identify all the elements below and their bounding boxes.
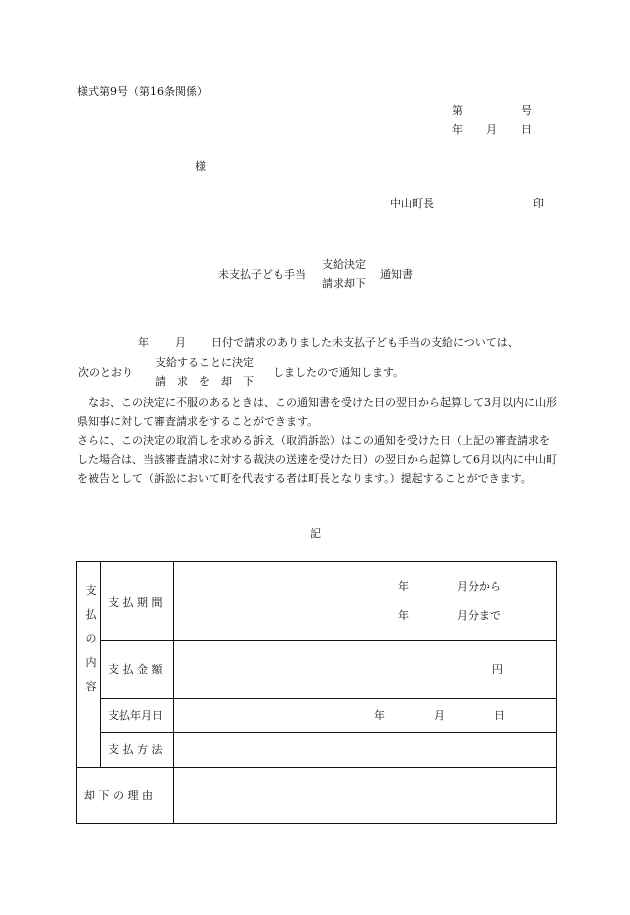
title-options: [322, 259, 366, 289]
period-to-year: 年: [398, 609, 409, 622]
payment-method-label: 支 払 方 法: [108, 743, 163, 756]
appeal-paragraph: なお、この決定に不服のあるときは、この通知書を受けた日の翌日から起算して3月以内に山形県知事に対して審査請求をすることができます。: [77, 396, 557, 428]
title-suffix: 通知書: [380, 268, 413, 281]
issuer-name: 中山町長: [390, 197, 434, 210]
form-number: 様式第9号（第16条関係）: [77, 85, 208, 98]
body-line2-suffix: しましたので通知します。: [273, 366, 405, 379]
date-day: 日: [521, 123, 532, 136]
rejection-reason-label: 却 下 の 理 由: [84, 789, 153, 802]
payment-date-month: 月: [434, 709, 445, 722]
body-option-decide: 支給することに決定: [155, 356, 254, 369]
payment-date-year: 年: [374, 709, 385, 722]
amount-label: 支 払 金 額: [108, 663, 163, 676]
seal-mark: 印: [533, 197, 544, 210]
group-char: 払: [85, 608, 97, 621]
title-prefix: 未支払子ども手当: [218, 268, 306, 281]
doc-number-suffix: 号: [521, 104, 532, 117]
period-to-month: 月分まで: [457, 609, 501, 622]
body-line2-prefix: 次のとおり: [78, 366, 133, 379]
title-option-reject: 請求却下: [322, 277, 366, 290]
payment-date-day: 日: [494, 709, 505, 722]
payment-date-label: 支払年月日: [108, 709, 163, 722]
date-month: 月: [486, 123, 497, 136]
addressee-suffix: 様: [195, 160, 206, 173]
date-year: 年: [452, 123, 463, 136]
period-from-year: 年: [398, 580, 409, 593]
ki-heading: 記: [310, 527, 321, 540]
body-line1-rest: 日付で請求のありました未支払子ども手当の支給については、: [211, 336, 519, 349]
body-month: 月: [175, 336, 186, 349]
period-from-month: 月分から: [457, 580, 501, 593]
period-label: 支 払 期 間: [108, 596, 163, 609]
payment-content-group-label: [84, 585, 98, 705]
lawsuit-paragraph: さらに、この決定の取消しを求める訴え（取消訴訟）はこの通知を受けた日（上記の審査請求をした場合は、当該審査請求に対する裁決の送達を受けた日）の翌日から起算して6月以内に中山町を被告として（訴訟において町を代表する者は町長となります。）提起することができます。: [77, 434, 557, 485]
doc-number-prefix: 第: [452, 104, 463, 117]
body-options: [155, 357, 254, 387]
group-char: の: [85, 632, 97, 645]
body-option-reject: 請 求 を 却 下: [155, 375, 254, 388]
group-char: 内: [85, 656, 97, 669]
group-char: 容: [85, 680, 97, 693]
title-option-decide: 支給決定: [322, 258, 366, 271]
group-char: 支: [85, 584, 97, 597]
body-year: 年: [138, 336, 149, 349]
amount-unit: 円: [492, 663, 503, 676]
